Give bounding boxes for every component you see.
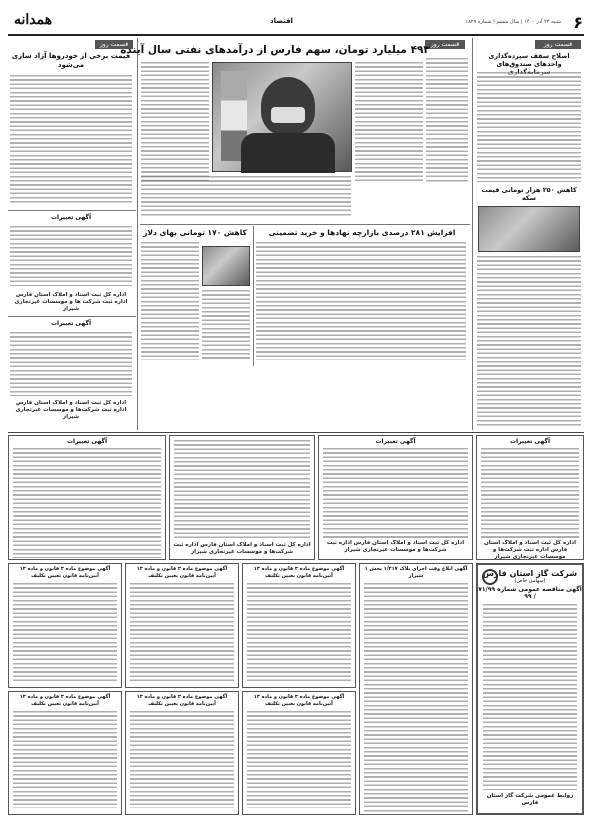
left-section-label: قسمت روز xyxy=(95,40,133,49)
bottom-notice-2-1: آگهی موضوع ماده ۳ قانون و ماده ۱۳ آیین‌نامه قانون تعیین تکلیف xyxy=(8,691,122,815)
dateline: شنبه ۲۴ آذر ۱۴۰۰ | سال ششم | شماره ۱۸۲۹ xyxy=(465,19,561,25)
main-headline: ۴۹۳ میلیارد تومان، سهم فارس از درآمدهای نفتی سال آینده xyxy=(120,44,430,56)
left-notice2-body xyxy=(10,332,132,396)
left-notice2-title: آگهی تغییرات xyxy=(50,320,92,327)
bottom-notice-1-4: آگهی ابلاغ وقت اجرای پلاک ۱/۲۱۷ بخش ۱ شیراز xyxy=(359,563,473,815)
right-story1-title: اصلاح سقف سپرده‌گذاری واحدهای صندوق‌های سرمایه‌گذاری xyxy=(488,52,570,76)
main-story-col1 xyxy=(141,62,209,182)
right-story2-body xyxy=(477,256,581,426)
section-title: اقتصاد xyxy=(270,17,293,25)
masthead-rule xyxy=(8,34,584,36)
bottom-notice-1-2: آگهی موضوع ماده ۳ قانون و ماده ۱۳ آیین‌نامه قانون تعیین تکلیف xyxy=(125,563,239,688)
gas-company-name: شرکت گاز استان فارس xyxy=(482,569,578,578)
gas-logo-icon xyxy=(482,569,498,585)
notice-a-title: آگهی تغییرات xyxy=(66,438,108,445)
official-photo xyxy=(212,62,352,172)
main-story-col2 xyxy=(355,62,423,182)
insurance-story-title: افزایش ۲۸۱ درصدی بازارچه نهادها و خرید تضمینی xyxy=(268,228,456,237)
coin-photo xyxy=(478,206,580,252)
bottom-notice-1-1: آگهی موضوع ماده ۳ قانون و ماده ۱۳ آیین‌نامه قانون تعیین تکلیف xyxy=(8,563,122,688)
gas-footer: روابط عمومی شرکت گاز استان فارس xyxy=(486,792,574,806)
left-story-body xyxy=(10,75,132,205)
notice-c: آگهی تغییرات اداره کل ثبت اسناد و املاک استان فارس اداره ثبت شرکت‌ها و موسسات غیرتجاری شیراز xyxy=(318,435,473,560)
page-number: ۶ xyxy=(573,13,583,32)
left-story-title: قیمت برخی از خودروها آزاد سازی می‌شود xyxy=(11,52,131,69)
left-notice-body xyxy=(10,226,132,286)
bottom-notice-2-2: آگهی موضوع ماده ۳ قانون و ماده ۱۳ آیین‌نامه قانون تعیین تکلیف xyxy=(125,691,239,815)
notice-a xyxy=(8,435,166,560)
left-notice-title: آگهی تغییرات xyxy=(50,214,92,221)
person-silhouette xyxy=(261,77,315,135)
left-notice2-footer: اداره کل ثبت اسناد و املاک استان فارس اداره ثبت شرکت‌ها و موسسات غیرتجاری شیراز xyxy=(15,400,127,420)
notice-d-title: آگهی تغییرات xyxy=(509,438,551,445)
masthead xyxy=(0,0,591,36)
bottom-notice-1-3: آگهی موضوع ماده ۳ قانون و ماده ۱۳ آیین‌نامه قانون تعیین تکلیف xyxy=(242,563,356,688)
dollar-story-body xyxy=(141,242,199,360)
bottom-notice-2-3: آگهی موضوع ماده ۳ قانون و ماده ۱۳ آیین‌نامه قانون تعیین تکلیف xyxy=(242,691,356,815)
notice-d: آگهی تغییرات اداره کل ثبت اسناد و املاک استان فارس اداره ثبت شرکت‌ها و موسسات غیرتجاری شیراز xyxy=(476,435,584,560)
notice-b: اداره کل ثبت اسناد و املاک استان فارس اداره ثبت شرکت‌ها و موسسات غیرتجاری شیراز xyxy=(169,435,315,560)
main-story-col3 xyxy=(426,58,468,182)
dollar-story-body2 xyxy=(202,290,250,360)
right-story2-title: کاهش ۲۵۰ هزار تومانی قیمت سکه xyxy=(481,186,577,202)
main-section-label: قسمت روز xyxy=(425,40,465,49)
newspaper-logo: همدانه xyxy=(14,12,53,28)
gas-tender: شرکت گاز استان فارس (سهامی خاص) آگهی مناقصه عمومی شماره ۷۱/۹۹ / ۹۹ روابط عمومی شرکت گاز استان فارس xyxy=(476,563,584,815)
currency-photo xyxy=(202,246,250,286)
gas-notice-title: آگهی مناقصه عمومی شماره ۷۱/۹۹ / ۹۹ xyxy=(478,585,582,600)
left-notice-footer: اداره کل ثبت اسناد و املاک استان فارس اداره ثبت شرکت ها و موسسات غیرتجاری شیراز xyxy=(14,292,128,312)
dollar-story-title: کاهش ۱۷۰ تومانی بهای دلار xyxy=(143,228,247,237)
main-story-lower xyxy=(141,176,351,218)
insurance-story-body xyxy=(256,242,466,360)
right-story1-body xyxy=(477,72,581,182)
right-section-label: قسمت روز xyxy=(535,40,581,49)
notice-c-title: آگهی تغییرات xyxy=(375,438,416,445)
